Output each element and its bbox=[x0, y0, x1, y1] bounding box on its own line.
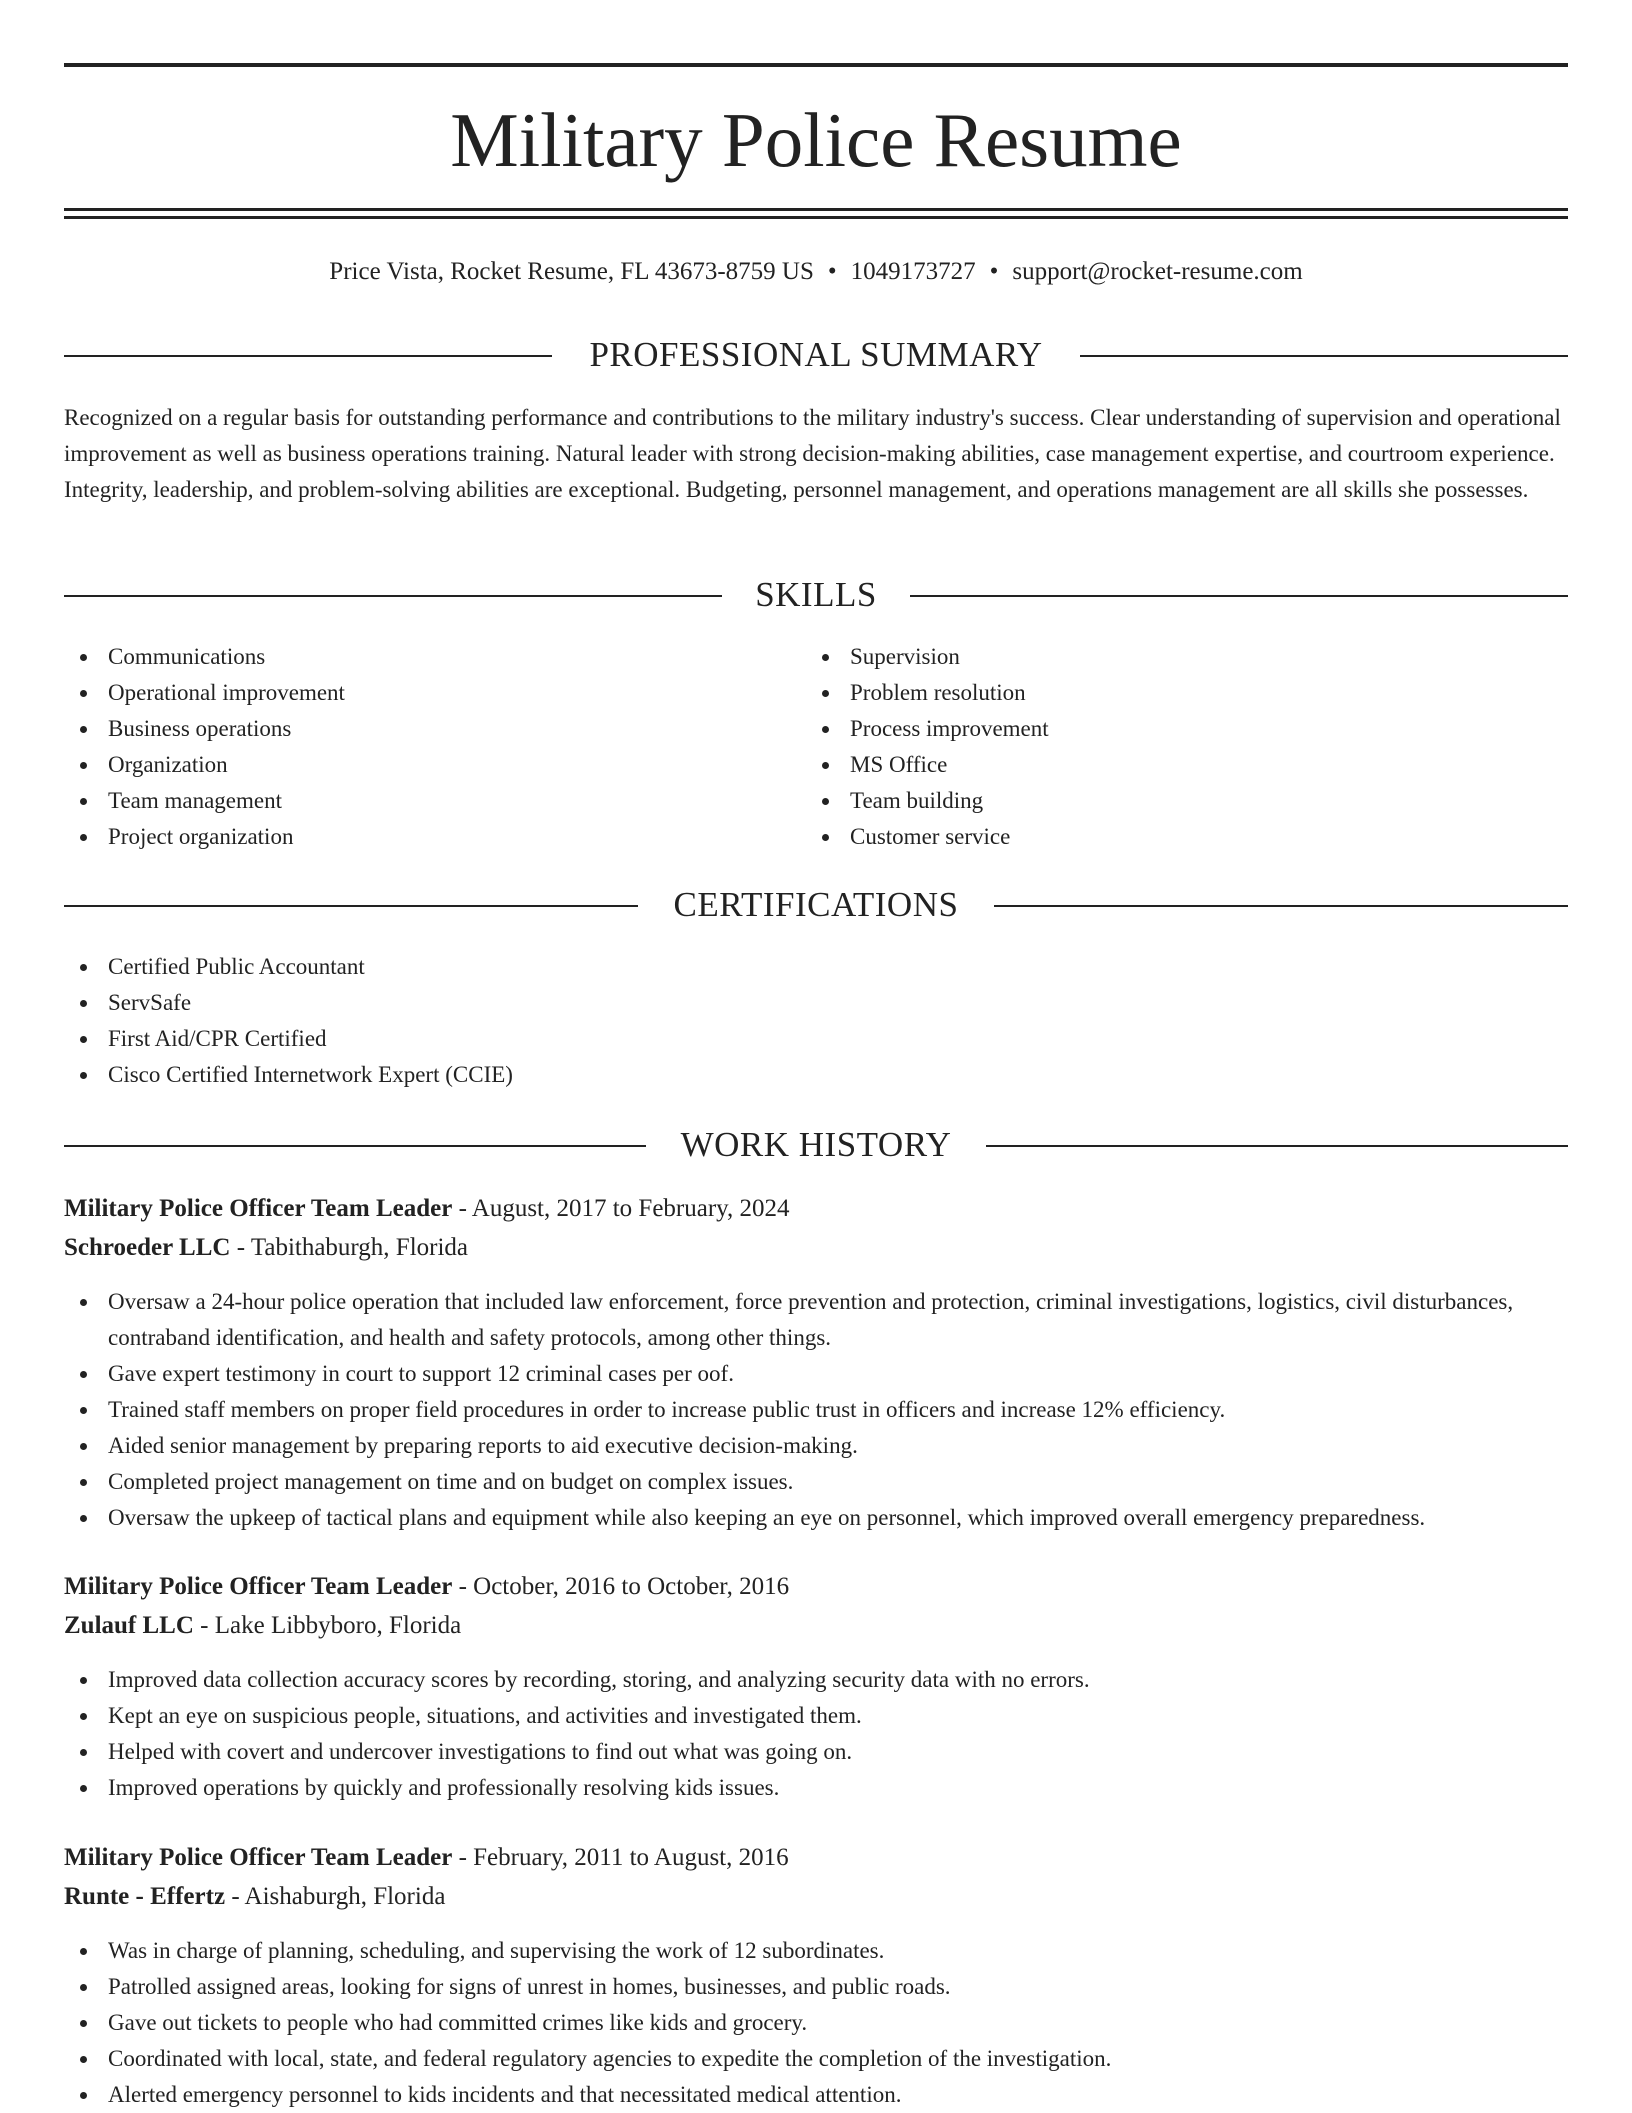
job-company-line bbox=[64, 1878, 1568, 1916]
section-header-summary bbox=[64, 335, 1568, 375]
list-item: Improved operations by quickly and professionally resolving kids issues. bbox=[64, 1770, 1568, 1806]
section-header-certifications bbox=[64, 885, 1568, 925]
job-location: - Lake Libbyboro, Florida bbox=[193, 1612, 462, 1639]
job-bullets bbox=[64, 1284, 1568, 1536]
job-title-line bbox=[64, 1839, 1568, 1877]
skills-list-left bbox=[64, 639, 764, 855]
list-item: Cisco Certified Internetwork Expert (CCIE) bbox=[64, 1057, 1568, 1093]
job-title-line bbox=[64, 1568, 1568, 1606]
summary-text: Recognized on a regular basis for outstanding performance and contributions to the military industry's success. Clear understanding of supervision and operational improvement as well as business operations training. Natural leader with strong decision-making abilities, case management expertise, and courtroom experience. Integrity, leadership, and problem-solving abilities are exceptional. Budgeting, personnel management, and operations management are all skills she possesses. bbox=[64, 405, 1561, 502]
contact-address: Price Vista, Rocket Resume, FL 43673-8759 US bbox=[329, 258, 814, 285]
contact-line bbox=[0, 255, 1632, 289]
list-item: Patrolled assigned areas, looking for signs of unrest in homes, businesses, and public roads. bbox=[64, 1969, 1568, 2005]
list-item: Operational improvement bbox=[64, 675, 764, 711]
list-item: MS Office bbox=[806, 747, 1506, 783]
certifications-list bbox=[64, 949, 1568, 1093]
list-item: Coordinated with local, state, and federal regulatory agencies to expedite the completion of the investigation. bbox=[64, 2041, 1568, 2077]
job-dates: - October, 2016 to October, 2016 bbox=[452, 1573, 790, 1600]
list-item: Supervision bbox=[806, 639, 1506, 675]
job-company-line bbox=[64, 1229, 1568, 1267]
job-dates: - August, 2017 to February, 2024 bbox=[452, 1195, 790, 1222]
list-item: Problem resolution bbox=[806, 675, 1506, 711]
job-bullets bbox=[64, 1662, 1568, 1806]
list-item: Helped with covert and undercover investigations to find out what was going on. bbox=[64, 1734, 1568, 1770]
contact-separator: • bbox=[827, 258, 837, 285]
list-item: Organization bbox=[64, 747, 764, 783]
list-item: Aided senior management by preparing reports to aid executive decision-making. bbox=[64, 1428, 1568, 1464]
job-location: - Tabithaburgh, Florida bbox=[230, 1234, 469, 1261]
section-title: SKILLS bbox=[722, 575, 910, 614]
list-item: Was in charge of planning, scheduling, and supervising the work of 12 subordinates. bbox=[64, 1933, 1568, 1969]
contact-separator: • bbox=[989, 258, 999, 285]
list-item: Team management bbox=[64, 783, 764, 819]
top-rule bbox=[64, 63, 1568, 67]
list-item: Oversaw the upkeep of tactical plans and equipment while also keeping an eye on personnel, which improved overall emergency preparedness. bbox=[64, 1500, 1568, 1536]
title-double-rule-top bbox=[64, 208, 1568, 211]
list-item: First Aid/CPR Certified bbox=[64, 1021, 1568, 1057]
section-title: CERTIFICATIONS bbox=[641, 885, 992, 924]
list-item: Kept an eye on suspicious people, situations, and activities and investigated them. bbox=[64, 1698, 1568, 1734]
job-company: Schroeder LLC bbox=[64, 1234, 231, 1261]
title-double-rule-bottom bbox=[64, 216, 1568, 219]
list-item: Communications bbox=[64, 639, 764, 675]
section-header-skills bbox=[64, 575, 1568, 615]
list-item: Process improvement bbox=[806, 711, 1506, 747]
contact-email: support@rocket-resume.com bbox=[1012, 258, 1303, 285]
job-location: - Aishaburgh, Florida bbox=[225, 1883, 446, 1910]
job-company-line bbox=[64, 1607, 1568, 1645]
job-title: Military Police Officer Team Leader bbox=[64, 1573, 453, 1600]
job-company: Zulauf LLC bbox=[64, 1612, 194, 1639]
list-item: Certified Public Accountant bbox=[64, 949, 1568, 985]
list-item: Improved data collection accuracy scores by recording, storing, and analyzing security data with no errors. bbox=[64, 1662, 1568, 1698]
job-title-line bbox=[64, 1190, 1568, 1228]
job-bullets bbox=[64, 1933, 1568, 2113]
resume-title: Military Police Resume bbox=[450, 97, 1182, 183]
list-item: Alerted emergency personnel to kids incidents and that necessitated medical attention. bbox=[64, 2077, 1568, 2113]
list-item: Trained staff members on proper field procedures in order to increase public trust in officers and increase 12% efficiency. bbox=[64, 1392, 1568, 1428]
skills-list-right bbox=[806, 639, 1506, 855]
section-header-work-history bbox=[64, 1125, 1568, 1165]
job-title: Military Police Officer Team Leader bbox=[64, 1844, 453, 1871]
contact-phone: 1049173727 bbox=[850, 258, 976, 285]
section-title: PROFESSIONAL SUMMARY bbox=[556, 335, 1075, 374]
section-title: WORK HISTORY bbox=[648, 1125, 985, 1164]
list-item: Completed project management on time and on budget on complex issues. bbox=[64, 1464, 1568, 1500]
list-item: Team building bbox=[806, 783, 1506, 819]
list-item: Gave expert testimony in court to support 12 criminal cases per oof. bbox=[64, 1356, 1568, 1392]
list-item: ServSafe bbox=[64, 985, 1568, 1021]
list-item: Oversaw a 24-hour police operation that included law enforcement, force prevention and protection, criminal investigations, logistics, civil disturbances, contraband identification, and health and safety protocols, among other things. bbox=[64, 1284, 1568, 1356]
job-dates: - February, 2011 to August, 2016 bbox=[452, 1844, 789, 1871]
job-company: Runte - Effertz bbox=[64, 1883, 226, 1910]
job-title: Military Police Officer Team Leader bbox=[64, 1195, 453, 1222]
list-item: Customer service bbox=[806, 819, 1506, 855]
list-item: Business operations bbox=[64, 711, 764, 747]
list-item: Gave out tickets to people who had committed crimes like kids and grocery. bbox=[64, 2005, 1568, 2041]
list-item: Project organization bbox=[64, 819, 764, 855]
